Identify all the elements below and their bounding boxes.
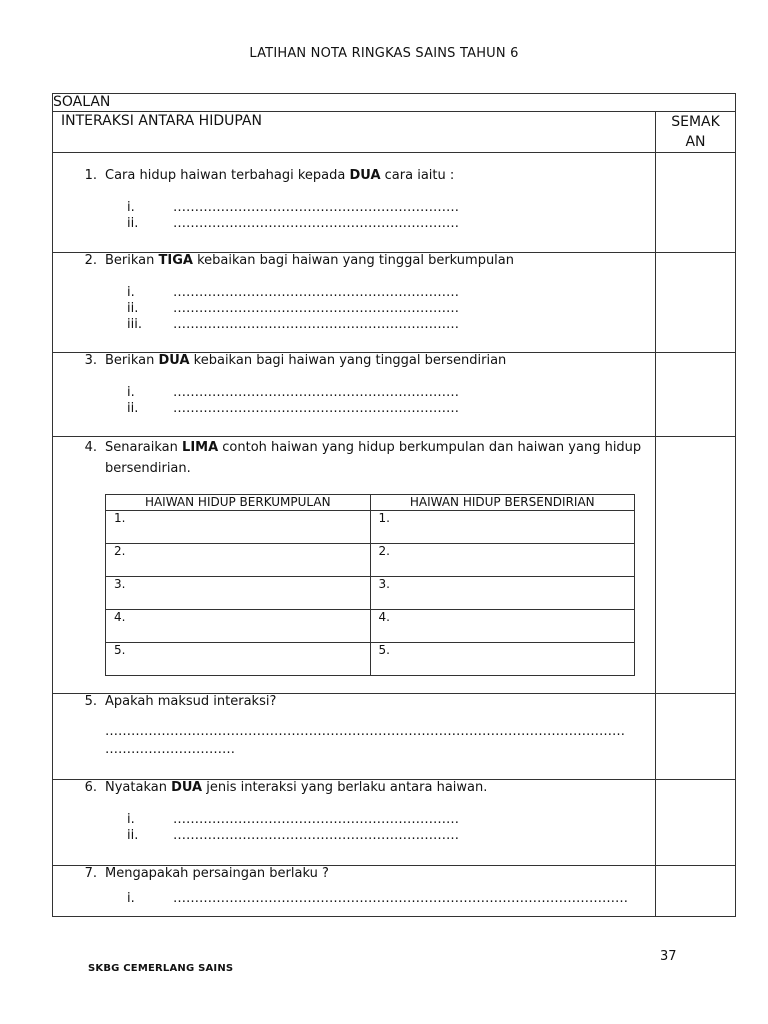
question-text: Mengapakah persaingan berlaku ? [105,866,329,881]
question-text: Nyatakan DUA jenis interaksi yang berlaku antara haiwan. [105,780,488,795]
check-cell[interactable] [656,253,736,353]
solitary-animal-cell[interactable]: 3. [370,577,635,610]
question-text: Berikan DUA kebaikan bagi haiwan yang tinggal bersendirian [105,353,507,368]
question-number: 6. [84,780,97,795]
group-animal-cell[interactable]: 1. [106,511,371,544]
answer-line[interactable]: i. ………………………………………………………… [127,385,459,400]
check-column-header [656,112,736,153]
answer-line[interactable]: ………………………………………………………………………………………………………… [105,724,625,739]
table-row [106,610,635,643]
answer-line[interactable]: ii. ………………………………………………………… [127,301,459,316]
question-row-7 [53,866,736,917]
question-row-5 [53,694,736,780]
topic-title: INTERAKSI ANTARA HIDUPAN [53,112,656,153]
question-number: 7. [84,866,97,881]
question-row-2 [53,253,736,353]
answer-line[interactable]: ii. ………………………………………………………… [127,401,459,416]
animal-list-table [105,494,635,676]
question-text: Senaraikan LIMA contoh haiwan yang hidup berkumpulan dan haiwan yang hidup bersendirian. [105,440,642,476]
check-header-line1: SEMAK [671,114,720,130]
answer-line[interactable]: iii. ………………………………………………………… [127,317,459,332]
column-header-solitary-animals: HAIWAN HIDUP BERSENDIRIAN [370,495,635,511]
solitary-animal-cell[interactable]: 2. [370,544,635,577]
group-animal-cell[interactable]: 3. [106,577,371,610]
question-number: 4. [84,440,97,455]
school-footer: SKBG CEMERLANG SAINS [88,963,234,974]
question-number: 2. [84,253,97,268]
table-row [106,544,635,577]
page-number: 37 [660,949,677,964]
answer-line[interactable]: i. ………………………………………………………… [127,285,459,300]
question-table [52,93,736,917]
column-header-group-animals: HAIWAN HIDUP BERKUMPULAN [106,495,371,511]
question-number: 5. [84,694,97,709]
check-cell[interactable] [656,694,736,780]
question-number: 1. [84,168,97,183]
question-number: 3. [84,353,97,368]
check-cell[interactable] [656,153,736,253]
answer-line[interactable]: i. ………………………………………………………… [127,200,459,215]
group-animal-cell[interactable]: 2. [106,544,371,577]
answer-line[interactable]: ii. ………………………………………………………… [127,828,459,843]
check-cell[interactable] [656,866,736,917]
question-row-6 [53,780,736,866]
section-header-row [53,94,736,112]
question-row-1 [53,153,736,253]
table-row [106,643,635,676]
solitary-animal-cell[interactable]: 5. [370,643,635,676]
answer-line[interactable]: ………………………… [105,742,235,757]
topic-header-row [53,112,736,153]
table-row [106,511,635,544]
group-animal-cell[interactable]: 5. [106,643,371,676]
question-text: Apakah maksud interaksi? [105,694,277,709]
question-text: Berikan TIGA kebaikan bagi haiwan yang tinggal berkumpulan [105,253,514,268]
group-animal-cell[interactable]: 4. [106,610,371,643]
solitary-animal-cell[interactable]: 1. [370,511,635,544]
check-header-line2: AN [685,134,706,150]
table-row [106,577,635,610]
answer-line[interactable]: i. …………………………………………………………………………………………… [127,891,628,906]
check-cell[interactable] [656,437,736,694]
answer-line[interactable]: ii. ………………………………………………………… [127,216,459,231]
check-cell[interactable] [656,353,736,437]
answer-line[interactable]: i. ………………………………………………………… [127,812,459,827]
question-row-3 [53,353,736,437]
page-title: LATIHAN NOTA RINGKAS SAINS TAHUN 6 [249,46,519,61]
check-cell[interactable] [656,780,736,866]
section-label: SOALAN [53,94,736,112]
question-text: Cara hidup haiwan terbahagi kepada DUA cara iaitu : [105,168,455,183]
question-row-4 [53,437,736,694]
solitary-animal-cell[interactable]: 4. [370,610,635,643]
